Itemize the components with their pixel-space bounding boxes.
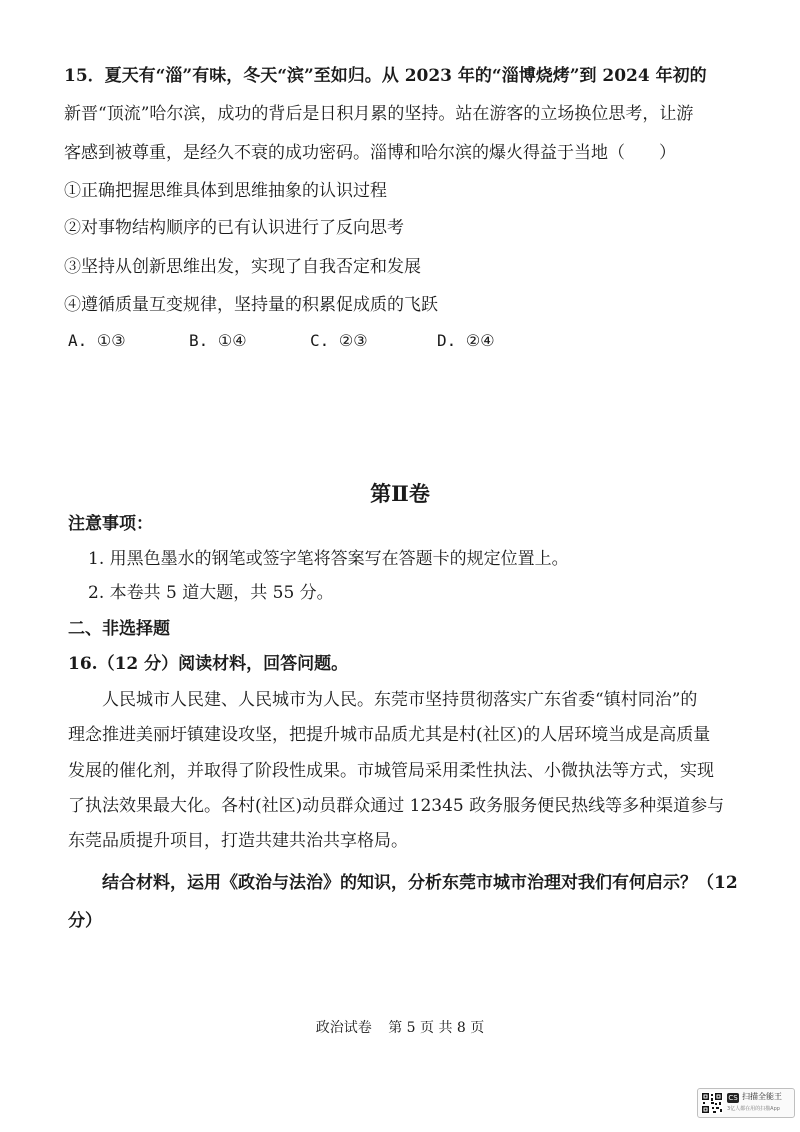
q15-line-3: 客感到被尊重，是经久不衰的成功密码。淄博和哈尔滨的爆火得益于当地（ ） (64, 143, 676, 163)
q15-statement-3: ③坚持从创新思维出发，实现了自我否定和发展 (64, 257, 421, 277)
option-a: A. ①③ (68, 331, 126, 350)
q16-material-line-5: 东莞品质提升项目，打造共建共治共享格局。 (68, 831, 408, 851)
q15-statement-4: ④遵循质量互变规律，坚持量的积累促成质的飞跃 (64, 295, 438, 315)
notice-heading: 注意事项： (68, 514, 153, 534)
q15-statement-1: ①正确把握思维具体到思维抽象的认识过程 (64, 181, 387, 201)
q16-prompt-line-2: 分） (68, 911, 102, 931)
qr-code-icon (701, 1092, 723, 1114)
q16-material-line-2: 理念推进美丽圩镇建设攻坚，把提升城市品质尤其是村(社区)的人居环境当成是高质量 (68, 725, 711, 745)
option-d: D. ②④ (437, 331, 495, 350)
scanner-tagline: 3亿人都在用的扫描App (727, 1106, 780, 1112)
q15-line-1: 15．夏天有“淄”有味，冬天“滨”至如归。从 2023 年的“淄博烧烤”到 2024 年初的 (64, 66, 707, 86)
q16-prompt-line-1: 结合材料，运用《政治与法治》的知识，分析东莞市城市治理对我们有何启示？（12 (102, 873, 738, 893)
footer-subject: 政治试卷 (315, 1020, 372, 1036)
scanner-app-name: 扫描全能王 (742, 1092, 782, 1101)
q15-statement-2: ②对事物结构顺序的已有认识进行了反向思考 (64, 218, 404, 238)
q16-material-line-1: 人民城市人民建、人民城市为人民。东莞市坚持贯彻落实广东省委“镇村同治”的 (102, 690, 698, 710)
scanner-watermark-badge (697, 1088, 795, 1118)
notice-1: 1. 用黑色墨水的钢笔或签字笔将答案写在答题卡的规定位置上。 (88, 549, 569, 569)
cs-logo-icon: CS (728, 1094, 738, 1102)
part-2-title: 第Ⅱ卷 (370, 481, 430, 506)
section-heading: 二、非选择题 (68, 619, 170, 639)
page-footer (0, 1017, 800, 1037)
notice-2: 2. 本卷共 5 道大题，共 55 分。 (88, 583, 334, 603)
option-c: C. ②③ (310, 331, 368, 350)
option-b: B. ①④ (189, 331, 247, 350)
q16-heading: 16.（12 分）阅读材料，回答问题。 (68, 654, 349, 674)
q16-material-line-4: 了执法效果最大化。各村(社区)动员群众通过 12345 政务服务便民热线等多种渠道参与 (68, 796, 725, 816)
footer-page-number: 第 5 页 共 8 页 (388, 1020, 485, 1036)
q16-material-line-3: 发展的催化剂，并取得了阶段性成果。市城管局采用柔性执法、小微执法等方式，实现 (68, 761, 714, 781)
q15-line-2: 新晋“顶流”哈尔滨，成功的背后是日积月累的坚持。站在游客的立场换位思考，让游 (64, 104, 694, 124)
